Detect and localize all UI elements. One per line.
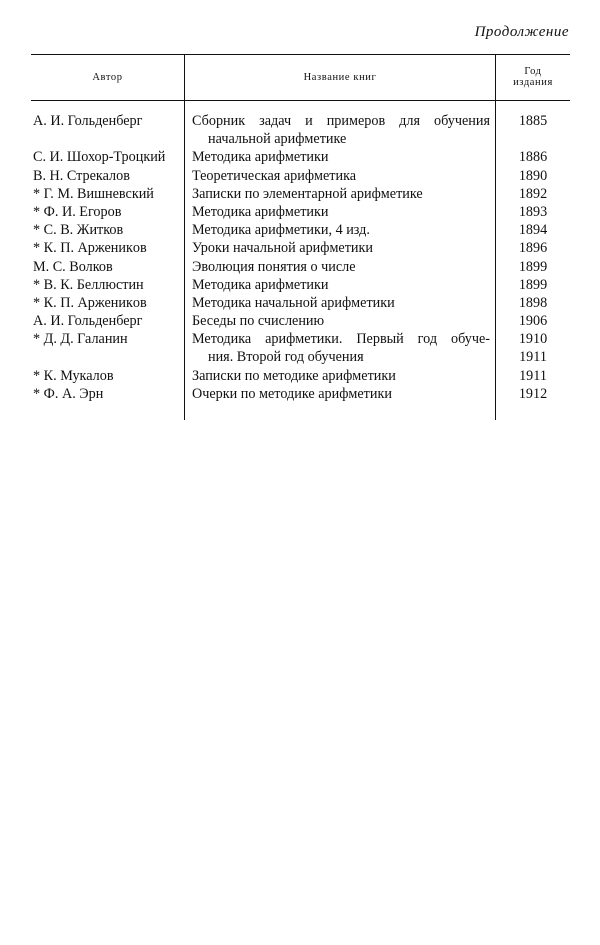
title-cell: начальной арифметике xyxy=(208,131,347,148)
author-cell: * К. Мукалов xyxy=(33,367,114,384)
author-cell: * Ф. А. Эрн xyxy=(33,385,104,402)
year-cell: 1899 xyxy=(518,276,548,293)
table-row xyxy=(0,148,600,166)
author-cell: * С. В. Житков xyxy=(33,222,124,239)
title-cell: Записки по элементарной арифметике xyxy=(192,185,423,202)
author-cell: М. С. Волков xyxy=(33,258,113,275)
author-cell: А. И. Гольденберг xyxy=(33,313,143,330)
table-row xyxy=(0,221,600,239)
table-row xyxy=(0,385,600,403)
author-cell: А. И. Гольденберг xyxy=(33,113,143,129)
year-cell: 1911 xyxy=(519,349,547,366)
author-cell: * К. П. Арженикoв xyxy=(33,294,147,311)
title-cell: ния. Второй год обучения xyxy=(208,349,364,366)
table-row xyxy=(0,276,600,294)
year-cell: 1899 xyxy=(518,258,548,275)
continuation-label: Продолжение xyxy=(474,24,569,40)
title-cell: Методика арифметики xyxy=(192,276,329,293)
title-cell: Сборник задач и примеров для обучения xyxy=(192,113,490,129)
year-cell: 1896 xyxy=(518,240,548,257)
year-cell: 1911 xyxy=(519,367,547,384)
author-cell: * Ф. И. Егоров xyxy=(33,203,122,220)
year-cell: 1912 xyxy=(518,385,548,402)
title-cell: Методика начальной арифметики xyxy=(192,294,395,311)
author-cell: * В. К. Беллюстин xyxy=(33,276,144,293)
title-cell: Методика арифметики xyxy=(192,203,329,220)
table-row xyxy=(0,167,600,185)
year-cell: 1898 xyxy=(518,294,548,311)
title-cell: Уроки начальной арифметики xyxy=(192,240,373,257)
title-cell: Методика арифметики. Первый год обуче- xyxy=(192,331,490,348)
column-header-year-line2: издания xyxy=(513,77,553,88)
title-cell: Методика арифметики, 4 изд. xyxy=(192,222,370,239)
column-header-title: Название книг xyxy=(303,71,377,83)
author-cell: В. Н. Стрекалов xyxy=(33,167,130,184)
author-cell: * Д. Д. Галанин xyxy=(33,331,128,348)
year-cell: 1910 xyxy=(518,331,548,348)
title-cell: Теоретическая арифметика xyxy=(192,167,357,184)
year-cell: 1886 xyxy=(518,149,548,166)
column-header-year-line1: Год xyxy=(524,66,542,77)
table-row xyxy=(0,130,600,148)
author-cell: * К. П. Арженикoв xyxy=(33,240,147,257)
table-body xyxy=(0,112,600,403)
year-cell: 1906 xyxy=(518,313,548,330)
year-cell: 1893 xyxy=(518,203,548,220)
year-cell: 1892 xyxy=(518,185,548,202)
table-row xyxy=(0,239,600,257)
table-row xyxy=(0,312,600,330)
title-cell: Эволюция понятия о числе xyxy=(192,258,356,275)
column-header-author: Автор xyxy=(92,71,123,83)
year-cell: 1894 xyxy=(518,222,548,239)
title-cell: Записки по методике арифметики xyxy=(192,367,396,384)
table-row xyxy=(0,367,600,385)
year-cell: 1885 xyxy=(518,113,548,129)
table-row xyxy=(0,203,600,221)
table-row xyxy=(0,185,600,203)
table-row xyxy=(0,330,600,348)
table-row xyxy=(0,294,600,312)
title-cell: Методика арифметики xyxy=(192,149,329,166)
table-row xyxy=(0,112,600,130)
author-cell: С. И. Шохор-Троцкий xyxy=(33,149,166,166)
column-header-year xyxy=(496,54,570,100)
title-cell: Беседы по счислению xyxy=(192,313,325,330)
year-cell: 1890 xyxy=(518,167,548,184)
title-cell: Очерки по методике арифметики xyxy=(192,385,392,402)
table-header-rule xyxy=(31,100,570,101)
table-row xyxy=(0,348,600,366)
author-cell: * Г. М. Вишневский xyxy=(33,185,154,202)
table-row xyxy=(0,258,600,276)
